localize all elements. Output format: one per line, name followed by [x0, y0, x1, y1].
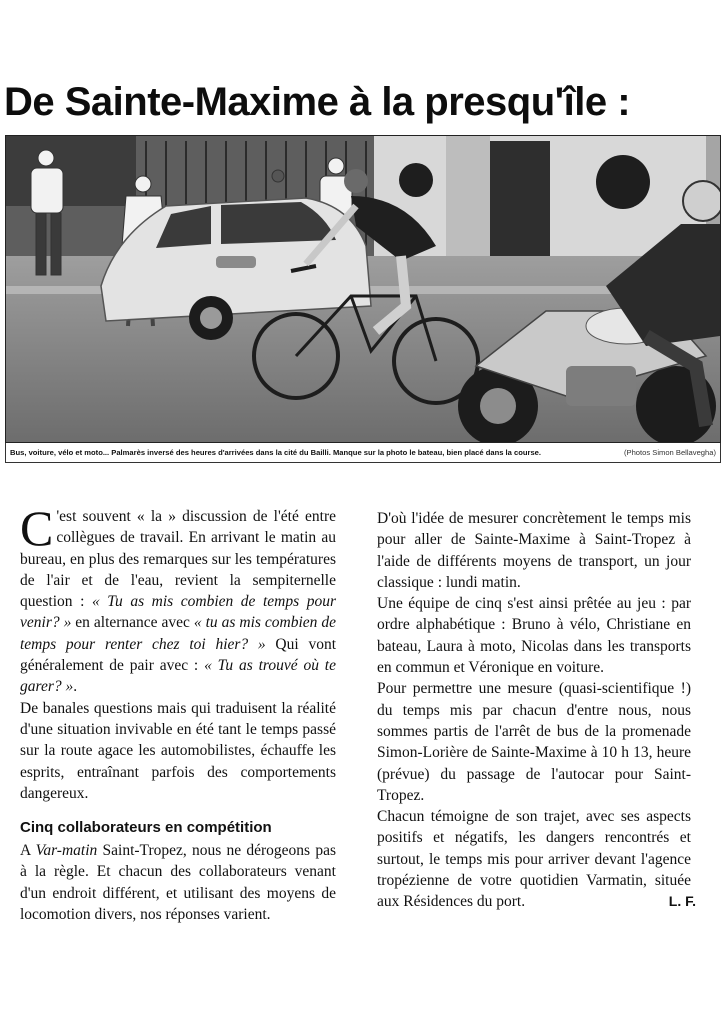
- intro-text-c: Qui vont généralement de pair avec :: [20, 635, 336, 675]
- paragraph-intro: [20, 500, 336, 698]
- p3-italic: Var-matin: [35, 842, 98, 860]
- p3-text-a: A: [20, 842, 36, 860]
- intro-text-d: .: [73, 678, 78, 696]
- paragraph-6: Pour permettre une mesure (quasi-scientifique !) du temps mis par chacun d'entre nous, nous sommes partis de l'arrêt de bus de la promenade Simon-Lorière de Sainte-Maxime à 10 h 13, heure (prévue) du passage de l'autocar pour Saint-Tropez.: [377, 680, 691, 804]
- headline: De Sainte-Maxime à la presqu'île :: [4, 80, 631, 124]
- p3-text-b: Saint-Tropez, nous ne dérogeons pas à la règle. Et chacun des collaborateurs venant d'un endroit différent, et utilisant des moyens de locomotion divers, nos réponses varient.: [20, 842, 336, 924]
- paragraph-5: Une équipe de cinq s'est ainsi prêtée au jeu : par ordre alphabétique : Bruno à vélo, Christiane en bateau, Laura à moto, Nicolas dans les transports en commun et Véronique en voiture.: [377, 595, 691, 677]
- article-column-left: [20, 500, 336, 925]
- intro-text-b: en alternance avec: [71, 614, 194, 632]
- intro-quote-2: « tu as mis combien de temps pour renter chez toi hier? »: [20, 614, 336, 653]
- caption-text: Bus, voiture, vélo et moto... Palmarès inversé des heures d'arrivées dans la cité du Bailli. Manque sur la photo le bateau, bien placé dans la course.: [10, 448, 542, 457]
- article-column-right: [377, 508, 691, 913]
- paragraph-3: [20, 840, 336, 925]
- photo-credit: (Photos Simon Bellavegha): [623, 448, 716, 457]
- intro-text-a: 'est souvent « la » discussion de l'été entre collègues de travail. En arrivant le matin au bureau, en plus des remarques sur les températures de l'air et de l'eau, revient la sempiternelle question :: [20, 508, 336, 611]
- paragraph-7: Chacun témoigne de son trajet, avec ses aspects positifs et négatifs, les dangers rencontrés et surtout, le temps mis pour arriver devant l'agence tropézienne de votre quotidien Varmatin, située aux Résidences du port.: [377, 808, 691, 911]
- author-signature: L. F.: [668, 893, 696, 909]
- paragraph-2: De banales questions mais qui traduisent la réalité d'une situation invivable en été tant le temps passé sur la route agace les automobilistes, échauffe les esprits, entraînant parfois des comportements dangereux.: [20, 699, 336, 802]
- intro-quote-3: « Tu as trouvé où te garer? »: [20, 657, 336, 696]
- intro-quote-1: « Tu as mis combien de temps pour venir? »: [20, 593, 336, 632]
- subheading: Cinq collaborateurs en compétition: [20, 819, 272, 837]
- drop-cap: C: [20, 500, 54, 556]
- article-photo: [5, 135, 721, 443]
- photo-caption: [5, 443, 721, 463]
- paragraph-4: D'où l'idée de mesurer concrètement le temps mis pour aller de Sainte-Maxime à Saint-Tropez à l'aide de différents moyens de transport, un jour classique : lundi matin.: [377, 510, 691, 591]
- photo-illustration: [6, 136, 720, 442]
